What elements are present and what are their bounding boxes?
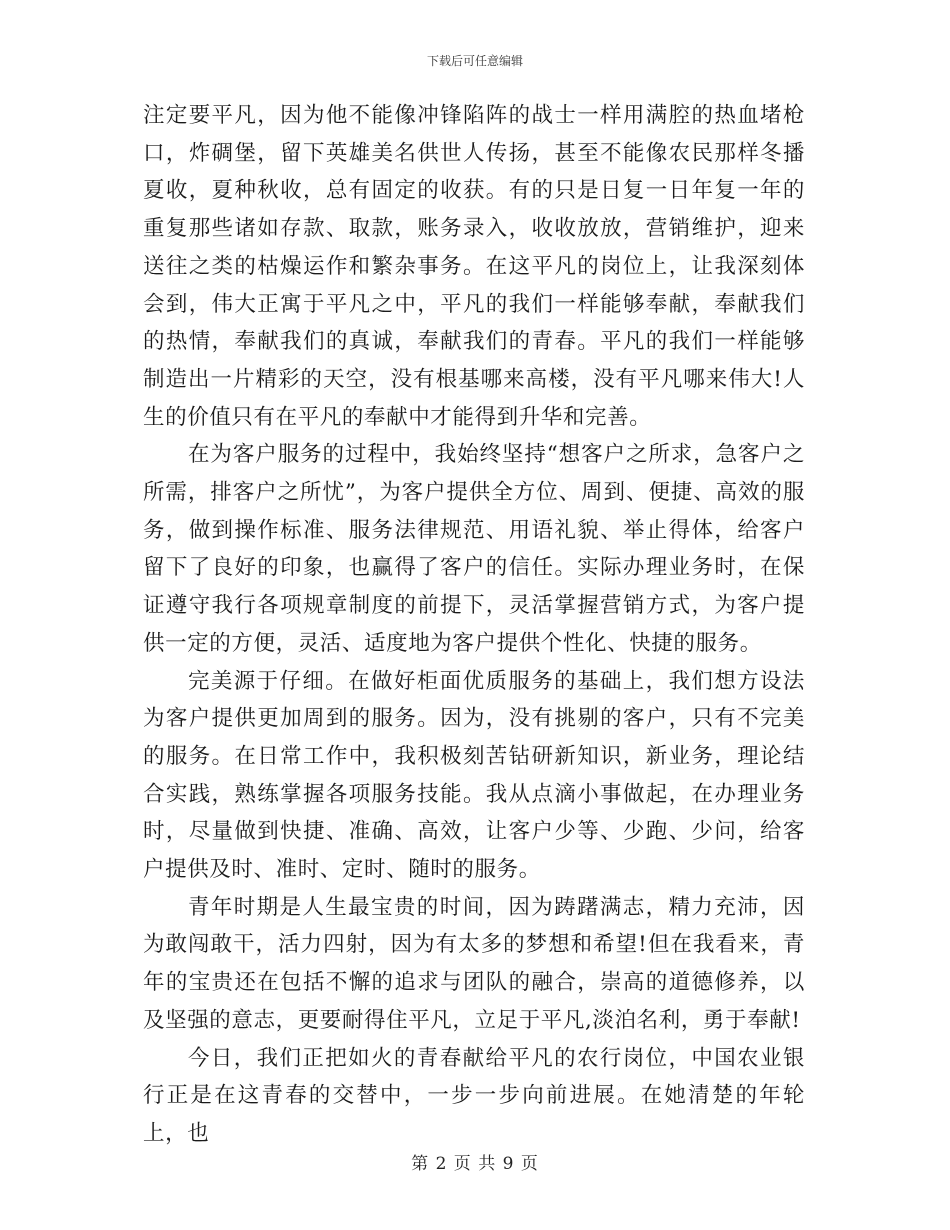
document-body: [143, 97, 805, 1153]
paragraph-3: 完美源于仔细。在做好柜面优质服务的基础上，我们想方设法为客户提供更加周到的服务。因为，没有挑剔的客户，只有不完美的服务。在日常工作中，我积极刻苦钻研新知识，新业务，理论结合实践，熟练掌握各项服务技能。我从点滴小事做起，在办理业务时，尽量做到快捷、准确、高效，让客户少等、少跑、少问，给客户提供及时、准时、定时、随时的服务。: [143, 668, 805, 883]
paragraph-5: 今日，我们正把如火的青春献给平凡的农行岗位，中国农业银行正是在这青春的交替中，一步一步向前进展。在她清楚的年轮上，也: [143, 1045, 805, 1146]
page-number-footer: 第 2 页 共 9 页: [411, 1154, 539, 1174]
page-header: 下载后可任意编辑: [426, 54, 523, 68]
paragraph-1: 注定要平凡，因为他不能像冲锋陷阵的战士一样用满腔的热血堵枪口，炸碉堡，留下英雄美名供世人传扬，甚至不能像农民那样冬播夏收，夏种秋收，总有固定的收获。有的只是日复一日年复一年的重复那些诸如存款、取款，账务录入，收收放放，营销维护，迎来送往之类的枯燥运作和繁杂事务。在这平凡的岗位上，让我深刻体会到，伟大正寓于平凡之中，平凡的我们一样能够奉献，奉献我们的热情，奉献我们的真诚，奉献我们的青春。平凡的我们一样能够制造出一片精彩的天空，没有根基哪来高楼，没有平凡哪来伟大!人生的价值只有在平凡的奉献中才能得到升华和完善。: [143, 103, 805, 430]
paragraph-4: 青年时期是人生最宝贵的时间，因为踌躇满志，精力充沛，因为敢闯敢干，活力四射，因为有太多的梦想和希望!但在我看来，青年的宝贵还在包括不懈的追求与团队的融合，崇高的道德修养，以及坚强的意志，更要耐得住平凡，立足于平凡,淡泊名利，勇于奉献!: [143, 894, 805, 1033]
paragraph-2: 在为客户服务的过程中，我始终坚持“想客户之所求，急客户之所需，排客户之所忧”，为客户提供全方位、周到、便捷、高效的服务，做到操作标准、服务法律规范、用语礼貌、举止得体，给客户留下了良好的印象，也赢得了客户的信任。实际办理业务时，在保证遵守我行各项规章制度的前提下，灵活掌握营销方式，为客户提供一定的方便，灵活、适度地为客户提供个性化、快捷的服务。: [143, 442, 805, 656]
